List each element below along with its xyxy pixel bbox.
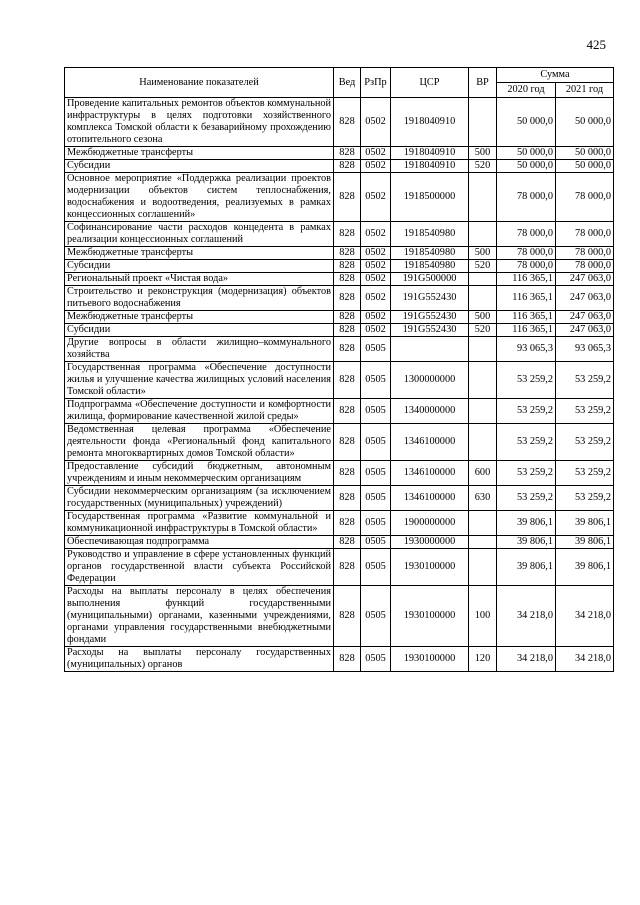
row-rzpr: 0502 bbox=[361, 173, 391, 222]
row-name: Софинансирование части расходов концедента в рамках реализации концессионных соглашений bbox=[65, 222, 334, 247]
row-rzpr: 0505 bbox=[361, 362, 391, 399]
row-name: Государственная программа «Обеспечение доступности жилья и улучшение качества жилищных условий населения Томской области» bbox=[65, 362, 334, 399]
row-sum-2020: 53 259,2 bbox=[497, 362, 556, 399]
row-csr: 1930100000 bbox=[391, 549, 469, 586]
row-csr: 1918040910 bbox=[391, 98, 469, 147]
header-vr: ВР bbox=[469, 68, 497, 98]
table-row bbox=[65, 286, 614, 311]
row-rzpr: 0502 bbox=[361, 273, 391, 286]
row-sum-2021: 93 065,3 bbox=[556, 337, 614, 362]
row-csr: 1900000000 bbox=[391, 511, 469, 536]
row-csr: 1930100000 bbox=[391, 586, 469, 647]
row-sum-2020: 53 259,2 bbox=[497, 486, 556, 511]
row-sum-2021: 78 000,0 bbox=[556, 260, 614, 273]
table-row bbox=[65, 147, 614, 160]
row-rzpr: 0502 bbox=[361, 247, 391, 260]
row-csr: 1918540980 bbox=[391, 222, 469, 247]
table-row bbox=[65, 362, 614, 399]
row-vr bbox=[469, 536, 497, 549]
table-row bbox=[65, 586, 614, 647]
header-year-2021: 2021 год bbox=[556, 83, 614, 98]
row-sum-2021: 53 259,2 bbox=[556, 399, 614, 424]
row-csr bbox=[391, 337, 469, 362]
row-sum-2020: 116 365,1 bbox=[497, 273, 556, 286]
row-ved: 828 bbox=[334, 147, 361, 160]
row-name: Расходы на выплаты персоналу государственных (муниципальных) органов bbox=[65, 647, 334, 672]
row-sum-2020: 53 259,2 bbox=[497, 461, 556, 486]
row-vr bbox=[469, 173, 497, 222]
row-rzpr: 0505 bbox=[361, 586, 391, 647]
row-rzpr: 0502 bbox=[361, 98, 391, 147]
row-sum-2021: 53 259,2 bbox=[556, 461, 614, 486]
row-sum-2020: 78 000,0 bbox=[497, 247, 556, 260]
row-vr bbox=[469, 424, 497, 461]
row-ved: 828 bbox=[334, 222, 361, 247]
row-vr: 600 bbox=[469, 461, 497, 486]
row-ved: 828 bbox=[334, 486, 361, 511]
row-ved: 828 bbox=[334, 424, 361, 461]
table-row bbox=[65, 324, 614, 337]
row-csr: 191G552430 bbox=[391, 324, 469, 337]
row-csr: 1300000000 bbox=[391, 362, 469, 399]
row-ved: 828 bbox=[334, 511, 361, 536]
row-sum-2020: 39 806,1 bbox=[497, 511, 556, 536]
row-name: Межбюджетные трансферты bbox=[65, 311, 334, 324]
row-name: Проведение капитальных ремонтов объектов коммунальной инфраструктуры в целях подготовки хозяйственного комплекса Томской области к безаварийному прохождению отопительного сезона bbox=[65, 98, 334, 147]
row-name: Государственная программа «Развитие коммунальной и коммуникационной инфраструктуры в Томской области» bbox=[65, 511, 334, 536]
table-row bbox=[65, 337, 614, 362]
row-rzpr: 0502 bbox=[361, 311, 391, 324]
row-name: Субсидии bbox=[65, 260, 334, 273]
budget-table bbox=[64, 67, 614, 672]
header-ved: Вед bbox=[334, 68, 361, 98]
row-name: Руководство и управление в сфере установленных функций органов государственной власти субъекта Российской Федерации bbox=[65, 549, 334, 586]
header-csr: ЦСР bbox=[391, 68, 469, 98]
row-ved: 828 bbox=[334, 362, 361, 399]
row-sum-2021: 50 000,0 bbox=[556, 160, 614, 173]
row-vr bbox=[469, 399, 497, 424]
row-sum-2021: 39 806,1 bbox=[556, 511, 614, 536]
row-csr: 1918500000 bbox=[391, 173, 469, 222]
table-row bbox=[65, 160, 614, 173]
row-name: Субсидии bbox=[65, 324, 334, 337]
row-sum-2021: 39 806,1 bbox=[556, 536, 614, 549]
row-sum-2020: 116 365,1 bbox=[497, 286, 556, 311]
row-ved: 828 bbox=[334, 324, 361, 337]
row-ved: 828 bbox=[334, 286, 361, 311]
row-sum-2020: 39 806,1 bbox=[497, 536, 556, 549]
row-ved: 828 bbox=[334, 586, 361, 647]
row-csr: 1918540980 bbox=[391, 260, 469, 273]
row-name: Межбюджетные трансферты bbox=[65, 147, 334, 160]
row-ved: 828 bbox=[334, 273, 361, 286]
row-vr: 520 bbox=[469, 324, 497, 337]
row-vr: 500 bbox=[469, 147, 497, 160]
row-sum-2021: 34 218,0 bbox=[556, 586, 614, 647]
row-rzpr: 0505 bbox=[361, 461, 391, 486]
row-vr bbox=[469, 273, 497, 286]
row-rzpr: 0505 bbox=[361, 536, 391, 549]
row-vr: 500 bbox=[469, 247, 497, 260]
row-name: Основное мероприятие «Поддержка реализации проектов модернизации объектов систем теплоснабжения, водоснабжения и водоотведения, реализуемых в рамках концессионных соглашений» bbox=[65, 173, 334, 222]
row-sum-2021: 53 259,2 bbox=[556, 362, 614, 399]
row-name: Ведомственная целевая программа «Обеспечение деятельности фонда «Региональный фонд капитального ремонта многоквартирных домов Томской области» bbox=[65, 424, 334, 461]
row-vr: 120 bbox=[469, 647, 497, 672]
row-rzpr: 0505 bbox=[361, 549, 391, 586]
row-rzpr: 0505 bbox=[361, 424, 391, 461]
row-ved: 828 bbox=[334, 247, 361, 260]
row-sum-2021: 34 218,0 bbox=[556, 647, 614, 672]
row-rzpr: 0505 bbox=[361, 511, 391, 536]
row-sum-2020: 50 000,0 bbox=[497, 160, 556, 173]
table-row bbox=[65, 173, 614, 222]
row-name: Межбюджетные трансферты bbox=[65, 247, 334, 260]
row-csr: 1918040910 bbox=[391, 160, 469, 173]
row-ved: 828 bbox=[334, 536, 361, 549]
row-csr: 1918540980 bbox=[391, 247, 469, 260]
header-rzpr: РзПр bbox=[361, 68, 391, 98]
row-ved: 828 bbox=[334, 647, 361, 672]
row-rzpr: 0505 bbox=[361, 337, 391, 362]
row-sum-2021: 78 000,0 bbox=[556, 247, 614, 260]
table-row bbox=[65, 273, 614, 286]
row-vr: 630 bbox=[469, 486, 497, 511]
row-vr bbox=[469, 286, 497, 311]
row-name: Другие вопросы в области жилищно–коммунального хозяйства bbox=[65, 337, 334, 362]
row-ved: 828 bbox=[334, 160, 361, 173]
row-csr: 1930000000 bbox=[391, 536, 469, 549]
row-name: Предоставление субсидий бюджетным, автономным учреждениям и иным некоммерческим организациям bbox=[65, 461, 334, 486]
row-name: Строительство и реконструкция (модернизация) объектов питьевого водоснабжения bbox=[65, 286, 334, 311]
row-sum-2020: 34 218,0 bbox=[497, 647, 556, 672]
row-sum-2021: 78 000,0 bbox=[556, 173, 614, 222]
row-vr bbox=[469, 337, 497, 362]
row-sum-2021: 247 063,0 bbox=[556, 311, 614, 324]
row-csr: 1346100000 bbox=[391, 461, 469, 486]
row-csr: 191G552430 bbox=[391, 311, 469, 324]
row-name: Региональный проект «Чистая вода» bbox=[65, 273, 334, 286]
row-ved: 828 bbox=[334, 461, 361, 486]
row-sum-2021: 247 063,0 bbox=[556, 273, 614, 286]
row-vr bbox=[469, 511, 497, 536]
row-sum-2020: 34 218,0 bbox=[497, 586, 556, 647]
row-ved: 828 bbox=[334, 399, 361, 424]
row-vr: 520 bbox=[469, 260, 497, 273]
table-row bbox=[65, 311, 614, 324]
row-rzpr: 0502 bbox=[361, 286, 391, 311]
row-sum-2020: 50 000,0 bbox=[497, 98, 556, 147]
row-vr: 520 bbox=[469, 160, 497, 173]
table-row bbox=[65, 486, 614, 511]
row-sum-2021: 50 000,0 bbox=[556, 147, 614, 160]
header-name: Наименование показателей bbox=[65, 68, 334, 98]
row-csr: 1918040910 bbox=[391, 147, 469, 160]
row-sum-2020: 78 000,0 bbox=[497, 173, 556, 222]
row-csr: 1340000000 bbox=[391, 399, 469, 424]
row-ved: 828 bbox=[334, 173, 361, 222]
row-name: Субсидии некоммерческим организациям (за исключением государственных (муниципальных) учреждений) bbox=[65, 486, 334, 511]
row-vr: 500 bbox=[469, 311, 497, 324]
row-sum-2021: 78 000,0 bbox=[556, 222, 614, 247]
row-sum-2020: 93 065,3 bbox=[497, 337, 556, 362]
table-row bbox=[65, 222, 614, 247]
row-csr: 1346100000 bbox=[391, 486, 469, 511]
row-sum-2020: 78 000,0 bbox=[497, 222, 556, 247]
table-row bbox=[65, 424, 614, 461]
row-sum-2020: 116 365,1 bbox=[497, 324, 556, 337]
table-body bbox=[65, 98, 614, 672]
row-name: Расходы на выплаты персоналу в целях обеспечения выполнения функций государственными (муниципальными) органами, казенными учреждениями, органами управления государственными внебюджетными фондами bbox=[65, 586, 334, 647]
row-rzpr: 0505 bbox=[361, 399, 391, 424]
table-row bbox=[65, 536, 614, 549]
row-vr bbox=[469, 222, 497, 247]
row-csr: 1930100000 bbox=[391, 647, 469, 672]
row-name: Субсидии bbox=[65, 160, 334, 173]
row-sum-2021: 39 806,1 bbox=[556, 549, 614, 586]
page-number: 425 bbox=[586, 37, 606, 52]
row-sum-2020: 78 000,0 bbox=[497, 260, 556, 273]
row-sum-2020: 50 000,0 bbox=[497, 147, 556, 160]
row-sum-2021: 247 063,0 bbox=[556, 286, 614, 311]
header-sum: Сумма bbox=[497, 68, 614, 83]
row-name: Подпрограмма «Обеспечение доступности и комфортности жилища, формирование качественной жилой среды» bbox=[65, 399, 334, 424]
row-sum-2020: 116 365,1 bbox=[497, 311, 556, 324]
row-rzpr: 0502 bbox=[361, 147, 391, 160]
table-row bbox=[65, 511, 614, 536]
row-sum-2021: 53 259,2 bbox=[556, 486, 614, 511]
row-vr bbox=[469, 98, 497, 147]
row-rzpr: 0502 bbox=[361, 260, 391, 273]
row-rzpr: 0502 bbox=[361, 222, 391, 247]
row-rzpr: 0505 bbox=[361, 486, 391, 511]
row-vr bbox=[469, 549, 497, 586]
table-row bbox=[65, 98, 614, 147]
row-sum-2020: 39 806,1 bbox=[497, 549, 556, 586]
row-vr: 100 bbox=[469, 586, 497, 647]
table-row bbox=[65, 260, 614, 273]
row-csr: 1346100000 bbox=[391, 424, 469, 461]
row-rzpr: 0502 bbox=[361, 160, 391, 173]
header-year-2020: 2020 год bbox=[497, 83, 556, 98]
row-ved: 828 bbox=[334, 549, 361, 586]
table-row bbox=[65, 247, 614, 260]
row-csr: 191G500000 bbox=[391, 273, 469, 286]
row-ved: 828 bbox=[334, 260, 361, 273]
table-row bbox=[65, 549, 614, 586]
row-ved: 828 bbox=[334, 98, 361, 147]
row-csr: 191G552430 bbox=[391, 286, 469, 311]
row-vr bbox=[469, 362, 497, 399]
row-sum-2021: 53 259,2 bbox=[556, 424, 614, 461]
row-sum-2020: 53 259,2 bbox=[497, 424, 556, 461]
row-ved: 828 bbox=[334, 311, 361, 324]
row-rzpr: 0502 bbox=[361, 324, 391, 337]
table-row bbox=[65, 647, 614, 672]
row-sum-2020: 53 259,2 bbox=[497, 399, 556, 424]
row-sum-2021: 247 063,0 bbox=[556, 324, 614, 337]
row-name: Обеспечивающая подпрограмма bbox=[65, 536, 334, 549]
row-sum-2021: 50 000,0 bbox=[556, 98, 614, 147]
table-header bbox=[65, 68, 614, 98]
row-rzpr: 0505 bbox=[361, 647, 391, 672]
row-ved: 828 bbox=[334, 337, 361, 362]
table-row bbox=[65, 461, 614, 486]
table-row bbox=[65, 399, 614, 424]
